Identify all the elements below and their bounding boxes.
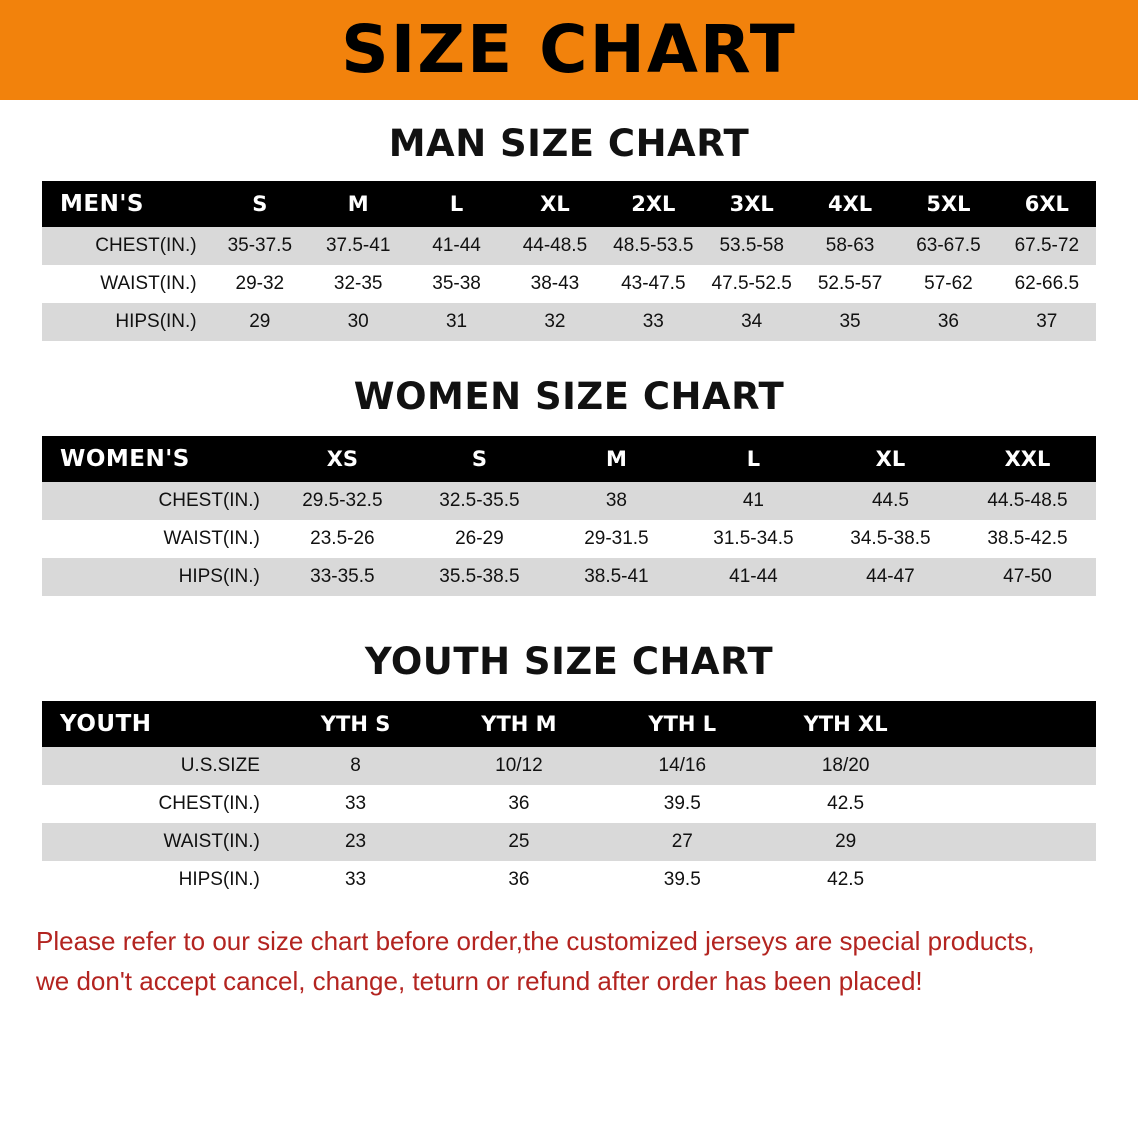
youth-cell-3-0: 33 <box>274 861 437 899</box>
women-cell-2-4: 44-47 <box>822 558 959 596</box>
man-cell-0-4: 48.5-53.5 <box>604 227 702 265</box>
youth-row-label-1: CHEST(IN.) <box>42 785 274 823</box>
youth-cell-0-0: 8 <box>274 747 437 785</box>
table-row <box>42 785 1096 823</box>
table-row <box>42 823 1096 861</box>
youth-cell-2-2: 27 <box>601 823 764 861</box>
disclaimer-line-2: we don't accept cancel, change, teturn or refund after order has been placed! <box>36 966 923 997</box>
man-cell-1-7: 57-62 <box>899 265 997 303</box>
youth-table-head <box>42 701 1096 747</box>
women-cell-0-2: 38 <box>548 482 685 520</box>
man-row-label-1: WAIST(IN.) <box>42 265 211 303</box>
women-cell-2-2: 38.5-41 <box>548 558 685 596</box>
women-cell-1-0: 23.5-26 <box>274 520 411 558</box>
man-cell-0-0: 35-37.5 <box>211 227 309 265</box>
women-header-cell-2: S <box>411 436 548 482</box>
youth-header-cell-4: YTH XL <box>764 701 927 747</box>
man-cell-0-3: 44-48.5 <box>506 227 604 265</box>
youth-cell-3-2: 39.5 <box>601 861 764 899</box>
women-cell-2-0: 33-35.5 <box>274 558 411 596</box>
youth-header-cell-0: YOUTH <box>42 701 274 747</box>
youth-cell-2-3: 29 <box>764 823 927 861</box>
table-row <box>42 265 1096 303</box>
women-header-cell-3: M <box>548 436 685 482</box>
man-cell-0-6: 58-63 <box>801 227 899 265</box>
women-cell-0-1: 32.5-35.5 <box>411 482 548 520</box>
man-table-body <box>42 227 1096 341</box>
man-cell-0-2: 41-44 <box>407 227 505 265</box>
man-cell-1-3: 38-43 <box>506 265 604 303</box>
women-row-label-1: WAIST(IN.) <box>42 520 274 558</box>
women-header-cell-4: L <box>685 436 822 482</box>
table-header-row <box>42 436 1096 482</box>
table-row <box>42 558 1096 596</box>
women-header-cell-5: XL <box>822 436 959 482</box>
youth-cell-0-spacer <box>927 747 1096 785</box>
youth-cell-0-1: 10/12 <box>437 747 600 785</box>
man-cell-0-1: 37.5-41 <box>309 227 407 265</box>
youth-row-label-0: U.S.SIZE <box>42 747 274 785</box>
man-size-table <box>42 181 1096 341</box>
youth-cell-0-3: 18/20 <box>764 747 927 785</box>
banner <box>0 0 1138 100</box>
man-cell-1-2: 35-38 <box>407 265 505 303</box>
man-table-head <box>42 181 1096 227</box>
youth-table-body <box>42 747 1096 899</box>
man-cell-2-5: 34 <box>703 303 801 341</box>
man-cell-0-8: 67.5-72 <box>998 227 1096 265</box>
man-cell-2-6: 35 <box>801 303 899 341</box>
man-header-cell-8: 5XL <box>899 181 997 227</box>
disclaimer-note <box>36 921 1102 1002</box>
man-header-cell-3: L <box>407 181 505 227</box>
women-cell-1-3: 31.5-34.5 <box>685 520 822 558</box>
women-cell-2-3: 41-44 <box>685 558 822 596</box>
man-header-cell-4: XL <box>506 181 604 227</box>
women-size-table <box>42 436 1096 596</box>
table-row <box>42 227 1096 265</box>
youth-header-cell-2: YTH M <box>437 701 600 747</box>
youth-cell-3-1: 36 <box>437 861 600 899</box>
page-title: SIZE CHART <box>341 11 797 88</box>
table-row <box>42 303 1096 341</box>
man-cell-2-4: 33 <box>604 303 702 341</box>
man-header-cell-9: 6XL <box>998 181 1096 227</box>
table-row <box>42 747 1096 785</box>
man-cell-2-7: 36 <box>899 303 997 341</box>
youth-size-table <box>42 701 1096 899</box>
table-row <box>42 482 1096 520</box>
man-cell-0-7: 63-67.5 <box>899 227 997 265</box>
man-cell-2-3: 32 <box>506 303 604 341</box>
man-cell-1-4: 43-47.5 <box>604 265 702 303</box>
man-row-label-0: CHEST(IN.) <box>42 227 211 265</box>
youth-cell-1-2: 39.5 <box>601 785 764 823</box>
man-header-cell-0: MEN'S <box>42 181 211 227</box>
women-cell-0-3: 41 <box>685 482 822 520</box>
women-cell-0-4: 44.5 <box>822 482 959 520</box>
women-row-label-0: CHEST(IN.) <box>42 482 274 520</box>
youth-cell-1-0: 33 <box>274 785 437 823</box>
women-cell-1-4: 34.5-38.5 <box>822 520 959 558</box>
youth-cell-2-0: 23 <box>274 823 437 861</box>
man-cell-0-5: 53.5-58 <box>703 227 801 265</box>
women-header-cell-1: XS <box>274 436 411 482</box>
table-row <box>42 861 1096 899</box>
man-header-cell-1: S <box>211 181 309 227</box>
women-cell-1-1: 26-29 <box>411 520 548 558</box>
table-header-row <box>42 701 1096 747</box>
women-cell-2-1: 35.5-38.5 <box>411 558 548 596</box>
youth-header-cell-3: YTH L <box>601 701 764 747</box>
youth-cell-3-spacer <box>927 861 1096 899</box>
youth-cell-3-3: 42.5 <box>764 861 927 899</box>
man-cell-2-2: 31 <box>407 303 505 341</box>
man-row-label-2: HIPS(IN.) <box>42 303 211 341</box>
youth-cell-1-1: 36 <box>437 785 600 823</box>
women-table-head <box>42 436 1096 482</box>
man-cell-2-0: 29 <box>211 303 309 341</box>
table-row <box>42 520 1096 558</box>
women-header-cell-6: XXL <box>959 436 1096 482</box>
man-cell-1-5: 47.5-52.5 <box>703 265 801 303</box>
women-cell-1-5: 38.5-42.5 <box>959 520 1096 558</box>
youth-table-wrap <box>0 701 1138 899</box>
man-header-cell-5: 2XL <box>604 181 702 227</box>
youth-row-label-2: WAIST(IN.) <box>42 823 274 861</box>
women-row-label-2: HIPS(IN.) <box>42 558 274 596</box>
women-header-cell-0: WOMEN'S <box>42 436 274 482</box>
man-cell-1-6: 52.5-57 <box>801 265 899 303</box>
man-cell-2-1: 30 <box>309 303 407 341</box>
youth-cell-0-2: 14/16 <box>601 747 764 785</box>
man-header-cell-2: M <box>309 181 407 227</box>
man-header-cell-6: 3XL <box>703 181 801 227</box>
man-cell-2-8: 37 <box>998 303 1096 341</box>
youth-header-spacer <box>927 701 1096 747</box>
youth-cell-2-spacer <box>927 823 1096 861</box>
man-cell-1-8: 62-66.5 <box>998 265 1096 303</box>
man-cell-1-0: 29-32 <box>211 265 309 303</box>
disclaimer-line-1: Please refer to our size chart before order,the customized jerseys are special products, <box>36 926 1035 956</box>
women-table-body <box>42 482 1096 596</box>
table-header-row <box>42 181 1096 227</box>
women-table-wrap <box>0 436 1138 596</box>
youth-cell-1-3: 42.5 <box>764 785 927 823</box>
women-cell-0-0: 29.5-32.5 <box>274 482 411 520</box>
man-header-cell-7: 4XL <box>801 181 899 227</box>
man-cell-1-1: 32-35 <box>309 265 407 303</box>
youth-cell-1-spacer <box>927 785 1096 823</box>
youth-cell-2-1: 25 <box>437 823 600 861</box>
man-section-title: MAN SIZE CHART <box>388 122 750 165</box>
women-section-title: WOMEN SIZE CHART <box>353 375 785 418</box>
women-cell-2-5: 47-50 <box>959 558 1096 596</box>
youth-row-label-3: HIPS(IN.) <box>42 861 274 899</box>
women-cell-0-5: 44.5-48.5 <box>959 482 1096 520</box>
youth-section-title: YOUTH SIZE CHART <box>364 640 774 683</box>
youth-header-cell-1: YTH S <box>274 701 437 747</box>
women-cell-1-2: 29-31.5 <box>548 520 685 558</box>
man-table-wrap <box>0 181 1138 341</box>
